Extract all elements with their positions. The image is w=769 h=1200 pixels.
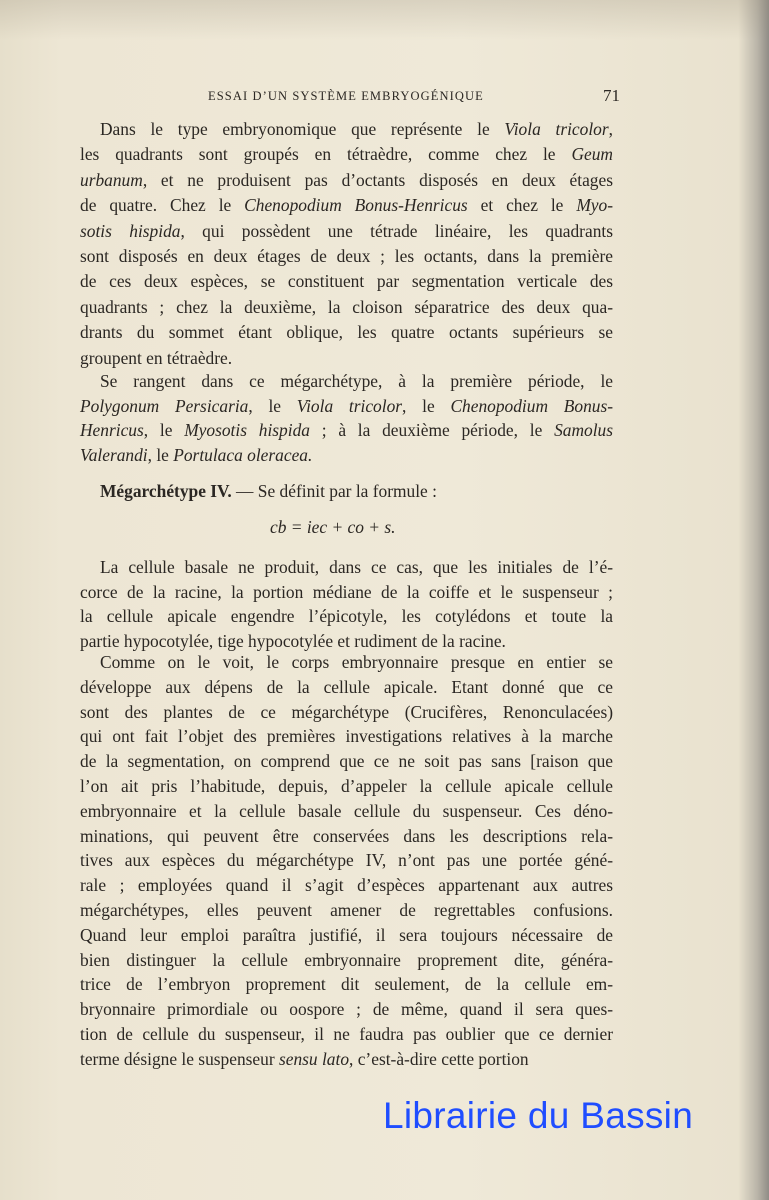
- text: trice de l’embryon proprement dit seulement, de la cellule em-: [80, 974, 613, 995]
- text: de ces deux espèces, se constituent par segmentation verticale des: [80, 271, 613, 292]
- italic-text: Samolus: [554, 420, 614, 441]
- text-line: [80, 678, 613, 696]
- text: , le: [248, 395, 297, 416]
- text: tives aux espèces du mégarchétype IV, n’ont pas une portée géné-: [80, 850, 613, 871]
- text: drants du sommet étant oblique, les quatre octants supérieurs se: [80, 322, 613, 343]
- italic-text: sotis hispida: [80, 220, 181, 241]
- text: , qui possèdent une tétrade linéaire, les quadrants: [180, 220, 613, 241]
- text: l’on ait pris l’habitude, depuis, d’appeler la cellule apicale cellule: [80, 776, 613, 796]
- text-line: [80, 851, 613, 869]
- text-line: [80, 901, 613, 919]
- page-shadow: [0, 0, 769, 40]
- text: minations, qui peuvent être conservées dans les descriptions rela-: [80, 825, 613, 846]
- text-line: [80, 975, 613, 993]
- text: Dans le type embryonomique que représente le: [100, 119, 505, 139]
- text: la cellule apicale engendre l’épicotyle, les cotylédons et toute la: [80, 606, 613, 627]
- text: corce de la racine, la portion médiane de la coiffe et le suspenseur ;: [80, 581, 613, 602]
- text: , le: [402, 395, 451, 416]
- text-line: [80, 247, 613, 265]
- italic-text: urbanum: [80, 169, 143, 190]
- watermark: Librairie du Bassin: [383, 1095, 694, 1136]
- text-line: [80, 752, 613, 770]
- text: , le: [143, 420, 185, 441]
- text: sont disposés en deux étages de deux ; les octants, dans la première: [80, 246, 613, 266]
- text: groupent en tétraèdre.: [80, 347, 233, 368]
- running-header: ESSAI D’UN SYSTÈME EMBRYOGÉNIQUE: [208, 89, 484, 103]
- text: terme désigne le suspenseur: [80, 1048, 279, 1069]
- italic-text: Myosotis hispida: [184, 420, 310, 441]
- text: développe aux dépens de la cellule apicale. Etant donné que ce: [80, 676, 613, 697]
- text: , c’est-à-dire cette portion: [349, 1048, 529, 1069]
- text: de quatre. Chez le: [80, 195, 245, 216]
- text: de la segmentation, on comprend que ce ne soit pas sans [raison que: [80, 751, 613, 772]
- text-line: [80, 827, 613, 845]
- italic-text: Myo-: [576, 195, 614, 216]
- text: La cellule basale ne produit, dans ce cas, que les initiales de l’é-: [100, 557, 613, 577]
- text-line: [80, 632, 613, 650]
- text-line: [80, 145, 613, 163]
- text: rale ; employées quand il s’agit d’espèces appartenant aux autres: [80, 875, 613, 896]
- text-line: [100, 120, 613, 138]
- text-line: [80, 272, 613, 290]
- italic-text: sensu lato: [278, 1048, 350, 1069]
- text: mégarchétypes, elles peuvent amener de regrettables confusions.: [80, 900, 613, 920]
- formula: cb = iec + co + s.: [270, 517, 396, 537]
- text-line: [80, 727, 613, 745]
- text: les quadrants sont groupés en tétraèdre, comme chez le: [80, 144, 572, 165]
- text-line: [80, 349, 613, 367]
- text: Se rangent dans ce mégarchétype, à la première période, le: [100, 371, 613, 391]
- text-line: [80, 802, 613, 820]
- text-line: [80, 876, 613, 894]
- text: quadrants ; chez la deuxième, la cloison séparatrice des deux qua-: [80, 296, 613, 317]
- section-heading: [100, 481, 437, 501]
- text-line: [80, 703, 613, 721]
- text: , et ne produisent pas d’octants disposés en deux étages: [142, 169, 613, 190]
- italic-text: Chenopodium Bonus-Henricus: [244, 195, 468, 216]
- text: Comme on le voit, le corps embryonnaire presque en entier se: [100, 652, 613, 672]
- text: ; à la deuxième période, le: [309, 420, 555, 441]
- text-line: [80, 446, 613, 464]
- text: Quand leur emploi paraîtra justifié, il sera toujours nécessaire de: [80, 924, 613, 945]
- page-number: 71: [603, 86, 620, 105]
- text-line: [80, 1050, 613, 1068]
- text-line: [80, 397, 613, 415]
- text: tion de cellule du suspenseur, il ne faudra pas oublier que ce dernier: [80, 1024, 613, 1044]
- text-line: [100, 653, 613, 671]
- text-line: [80, 222, 613, 240]
- italic-text: Viola tricolor: [504, 119, 609, 139]
- text-line: [80, 583, 613, 601]
- italic-text: Chenopodium Bonus-: [450, 395, 614, 416]
- italic-text: Viola tricolor: [296, 395, 403, 416]
- text: qui ont fait l’objet des premières investigations relatives à la marche: [80, 726, 613, 747]
- text-line: [100, 372, 613, 390]
- text: sont des plantes de ce mégarchétype (Crucifères, Renonculacées): [80, 701, 613, 722]
- text-line: [80, 1000, 613, 1018]
- text: , le: [147, 444, 174, 465]
- text-line: [80, 951, 613, 969]
- section-heading-label: Mégarchétype IV.: [100, 481, 232, 501]
- text: bien distinguer la cellule embryonnaire proprement dite, généra-: [80, 949, 613, 970]
- text-line: [80, 421, 613, 439]
- italic-text: Henricus: [80, 420, 144, 441]
- italic-text: Geum: [571, 144, 613, 165]
- text-line: [80, 298, 613, 316]
- text: embryonnaire et la cellule basale cellule du suspenseur. Ces déno-: [80, 800, 613, 821]
- text: et chez le: [467, 195, 577, 216]
- text-line: [80, 171, 613, 189]
- italic-text: Valerandi: [80, 444, 148, 465]
- italic-text: Portulaca oleracea.: [173, 444, 313, 465]
- text-line: [80, 607, 613, 625]
- text-line: [80, 196, 613, 214]
- text: ,: [608, 119, 613, 139]
- italic-text: Polygonum Persicaria: [80, 395, 249, 416]
- text-line: [80, 777, 613, 795]
- text-line: [100, 558, 613, 576]
- text-line: [80, 1025, 613, 1043]
- section-heading-text: — Se définit par la formule :: [231, 481, 437, 501]
- text: partie hypocotylée, tige hypocotylée et rudiment de la racine.: [80, 630, 506, 651]
- text-line: [80, 926, 613, 944]
- text: bryonnaire primordiale ou oospore ; de même, quand il sera ques-: [80, 999, 613, 1020]
- text-line: [80, 323, 613, 341]
